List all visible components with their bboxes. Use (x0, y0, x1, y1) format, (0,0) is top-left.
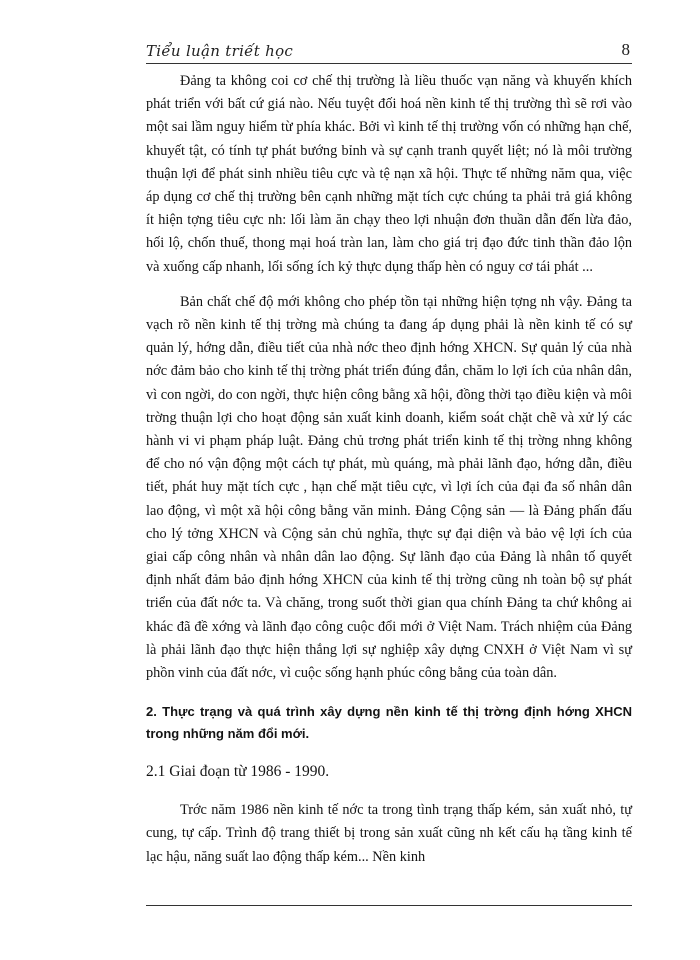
section-heading: 2. Thực trạng và quá trình xây dựng nền kinh tế thị trờng định hớng XHCN trong những năm đổi mới. (146, 704, 632, 742)
page-number: 8 (621, 40, 630, 59)
document-body (146, 70, 632, 869)
paragraph-new-regime: Bản chất chế độ mới không cho phép tồn tại những hiện tợng nh vậy. Đảng ta vạch rõ nền kinh tế thị trờng mà chúng ta đang áp dụng phải là nền kinh tế có sự quản lý, hớng dẫn, điều tiết của nhà nớc theo định hớng XHCN. Sự quản lý của nhà nớc đảm bảo cho kinh tế thị trờng phát triển đúng đắn, chăm lo lợi ích của nhân dân, vì con ngời, do con ngời, thực hiện công bằng xã hội, đồng thời tạo điều kiện và môi trờng thuận lợi cho hoạt động sản xuất kinh doanh, kiểm soát chặt chẽ và xử lý các hành vi vi phạm pháp luật. Đảng chủ trơng phát triển kinh tế thị trờng nhng không để cho nó vận động một cách tự phát, mù quáng, mà phải lãnh đạo, hớng dẫn, điều tiết, phát huy mặt tích cực , hạn chế mặt tiêu cực, vì lợi ích của đại đa số nhân dân lao động, vì một xã hội công bằng văn minh. Đảng Cộng sản — là Đảng phấn đấu cho lý tởng XHCN và Cộng sản chủ nghĩa, thực sự đại diện và bảo vệ lợi ích của giai cấp công nhân và nhân dân lao động. Sự lãnh đạo của Đảng là nhân tố quyết định nhất đảm bảo định hớng XHCN của kinh tế thị trờng cũng nh toàn bộ sự phát triển của đất nớc ta. Và chăng, trong suốt thời gian qua chính Đảng ta chứ không ai khác đã đề xớng và lãnh đạo công cuộc đổi mới ở Việt Nam. Trách nhiệm của Đảng là phải lãnh đạo thực hiện thắng lợi sự nghiệp xây dựng CNXH ở Việt Nam vì sự phồn vinh của đất nớc, vì cuộc sống hạnh phúc công bằng của toàn dân. (146, 293, 632, 682)
paragraph-before-1986: Trớc năm 1986 nền kinh tế nớc ta trong tình trạng thấp kém, sản xuất nhỏ, tự cung, tự cấp. Trình độ trang thiết bị trong sản xuất cũng nh kết cấu hạ tầng kinh tế lạc hậu, năng suất lao động thấp kém... Nền kinh (146, 802, 632, 865)
subsection-heading: 2.1 Giai đoạn từ 1986 - 1990. (146, 763, 330, 781)
footer-rule (146, 905, 632, 906)
page-header (146, 40, 632, 64)
paragraph-market-mechanism: Đảng ta không coi cơ chế thị trường là liều thuốc vạn năng và khuyến khích phát triển với bất cứ giá nào. Nếu tuyệt đối hoá nền kinh tế thị trường thì sẽ rơi vào một sai lầm nguy hiểm từ phía khác. Bởi vì kinh tế thị trường vốn có những hạn chế, khuyết tật, có tính tự phát bướng bỉnh và sự cạnh tranh quyết liệt; nó là môi trường thuận lợi để phát sinh nhiều tiêu cực và tệ nạn xã hội. Thực tế những năm qua, việc áp dụng cơ chế thị trường bên cạnh những mặt tích cực chúng ta phải trả giá không ít hiện tợng tiêu cực nh: lối làm ăn chạy theo lợi nhuận đơn thuần dẫn đến lừa đảo, hối lộ, chốn thuế, thong mại hoá tràn lan, làm cho giá trị đạo đức tinh thần đảo lộn và xuống cấp nhanh, lối sống ích kỷ thực dụng thấp hèn có nguy cơ tái phát ... (146, 73, 632, 275)
header-title: Tiểu luận triết học (146, 42, 294, 60)
header-rule (146, 63, 632, 64)
